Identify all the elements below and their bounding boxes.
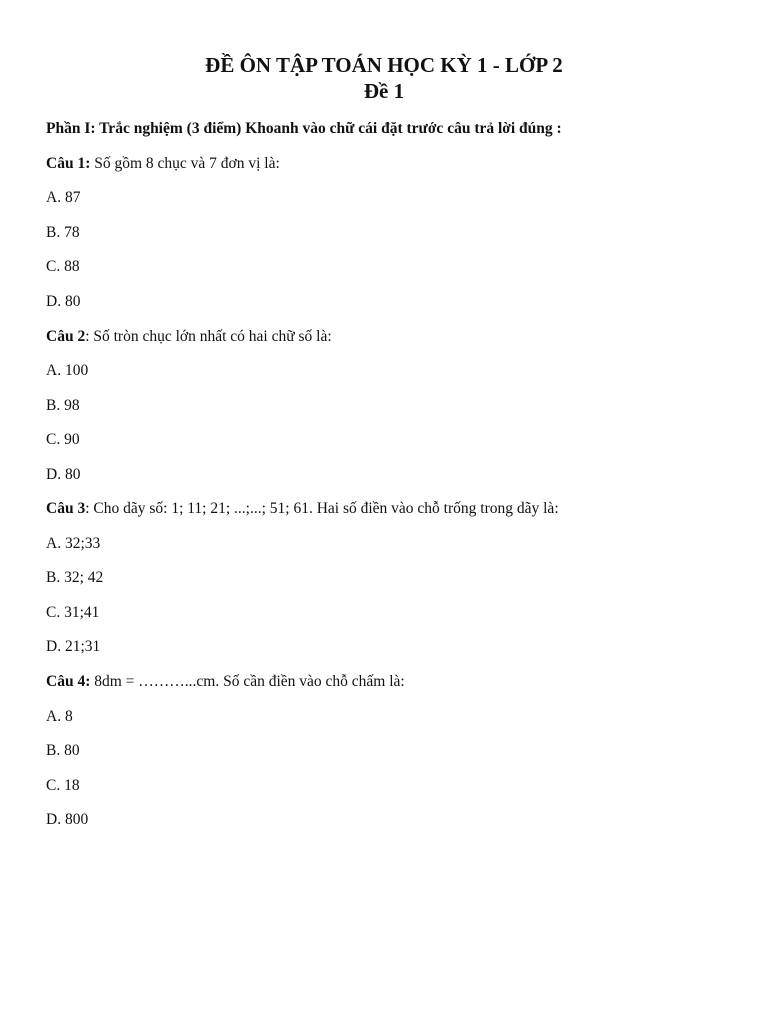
question-2-label: Câu 2 (46, 328, 86, 345)
question-2-option-a[interactable]: A. 100 (46, 362, 89, 379)
question-1-option-a[interactable]: A. 87 (46, 189, 81, 206)
question-1-option-d[interactable]: D. 80 (46, 293, 81, 310)
question-4-option-c[interactable]: C. 18 (46, 777, 80, 794)
question-3-option-c[interactable]: C. 31;41 (46, 604, 100, 621)
question-3-option-a[interactable]: A. 32;33 (46, 535, 101, 552)
question-3-text: : Cho dãy số: 1; 11; 21; ...;...; 51; 61. Hai số điền vào chỗ trống trong dãy là: (85, 500, 559, 517)
question-3-option-b[interactable]: B. 32; 42 (46, 569, 104, 586)
question-1 (46, 155, 280, 173)
question-1-option-b[interactable]: B. 78 (46, 224, 80, 241)
question-4-option-d[interactable]: D. 800 (46, 811, 89, 828)
document-title: ĐỀ ÔN TẬP TOÁN HỌC KỲ 1 - LỚP 2 (205, 53, 563, 77)
section-heading: Phần I: Trắc nghiệm (3 điểm) Khoanh vào chữ cái đặt trước câu trả lời đúng : (46, 120, 562, 137)
question-2-text: : Số tròn chục lớn nhất có hai chữ số là: (85, 328, 332, 345)
question-2 (46, 328, 332, 346)
question-4-label: Câu 4: (46, 673, 91, 690)
question-4 (46, 673, 405, 691)
question-4-option-b[interactable]: B. 80 (46, 742, 80, 759)
question-2-option-b[interactable]: B. 98 (46, 397, 80, 414)
question-1-option-c[interactable]: C. 88 (46, 258, 80, 275)
question-4-option-a[interactable]: A. 8 (46, 708, 73, 725)
question-1-text: Số gồm 8 chục và 7 đơn vị là: (90, 155, 280, 172)
question-1-label: Câu 1: (46, 155, 91, 172)
question-3-label: Câu 3 (46, 500, 86, 517)
question-3-option-d[interactable]: D. 21;31 (46, 638, 101, 655)
question-3 (46, 500, 559, 518)
question-4-text: 8dm = ………...cm. Số cần điền vào chỗ chấm là: (90, 673, 405, 690)
question-2-option-c[interactable]: C. 90 (46, 431, 80, 448)
question-2-option-d[interactable]: D. 80 (46, 466, 81, 483)
document-subtitle: Đề 1 (363, 79, 405, 103)
